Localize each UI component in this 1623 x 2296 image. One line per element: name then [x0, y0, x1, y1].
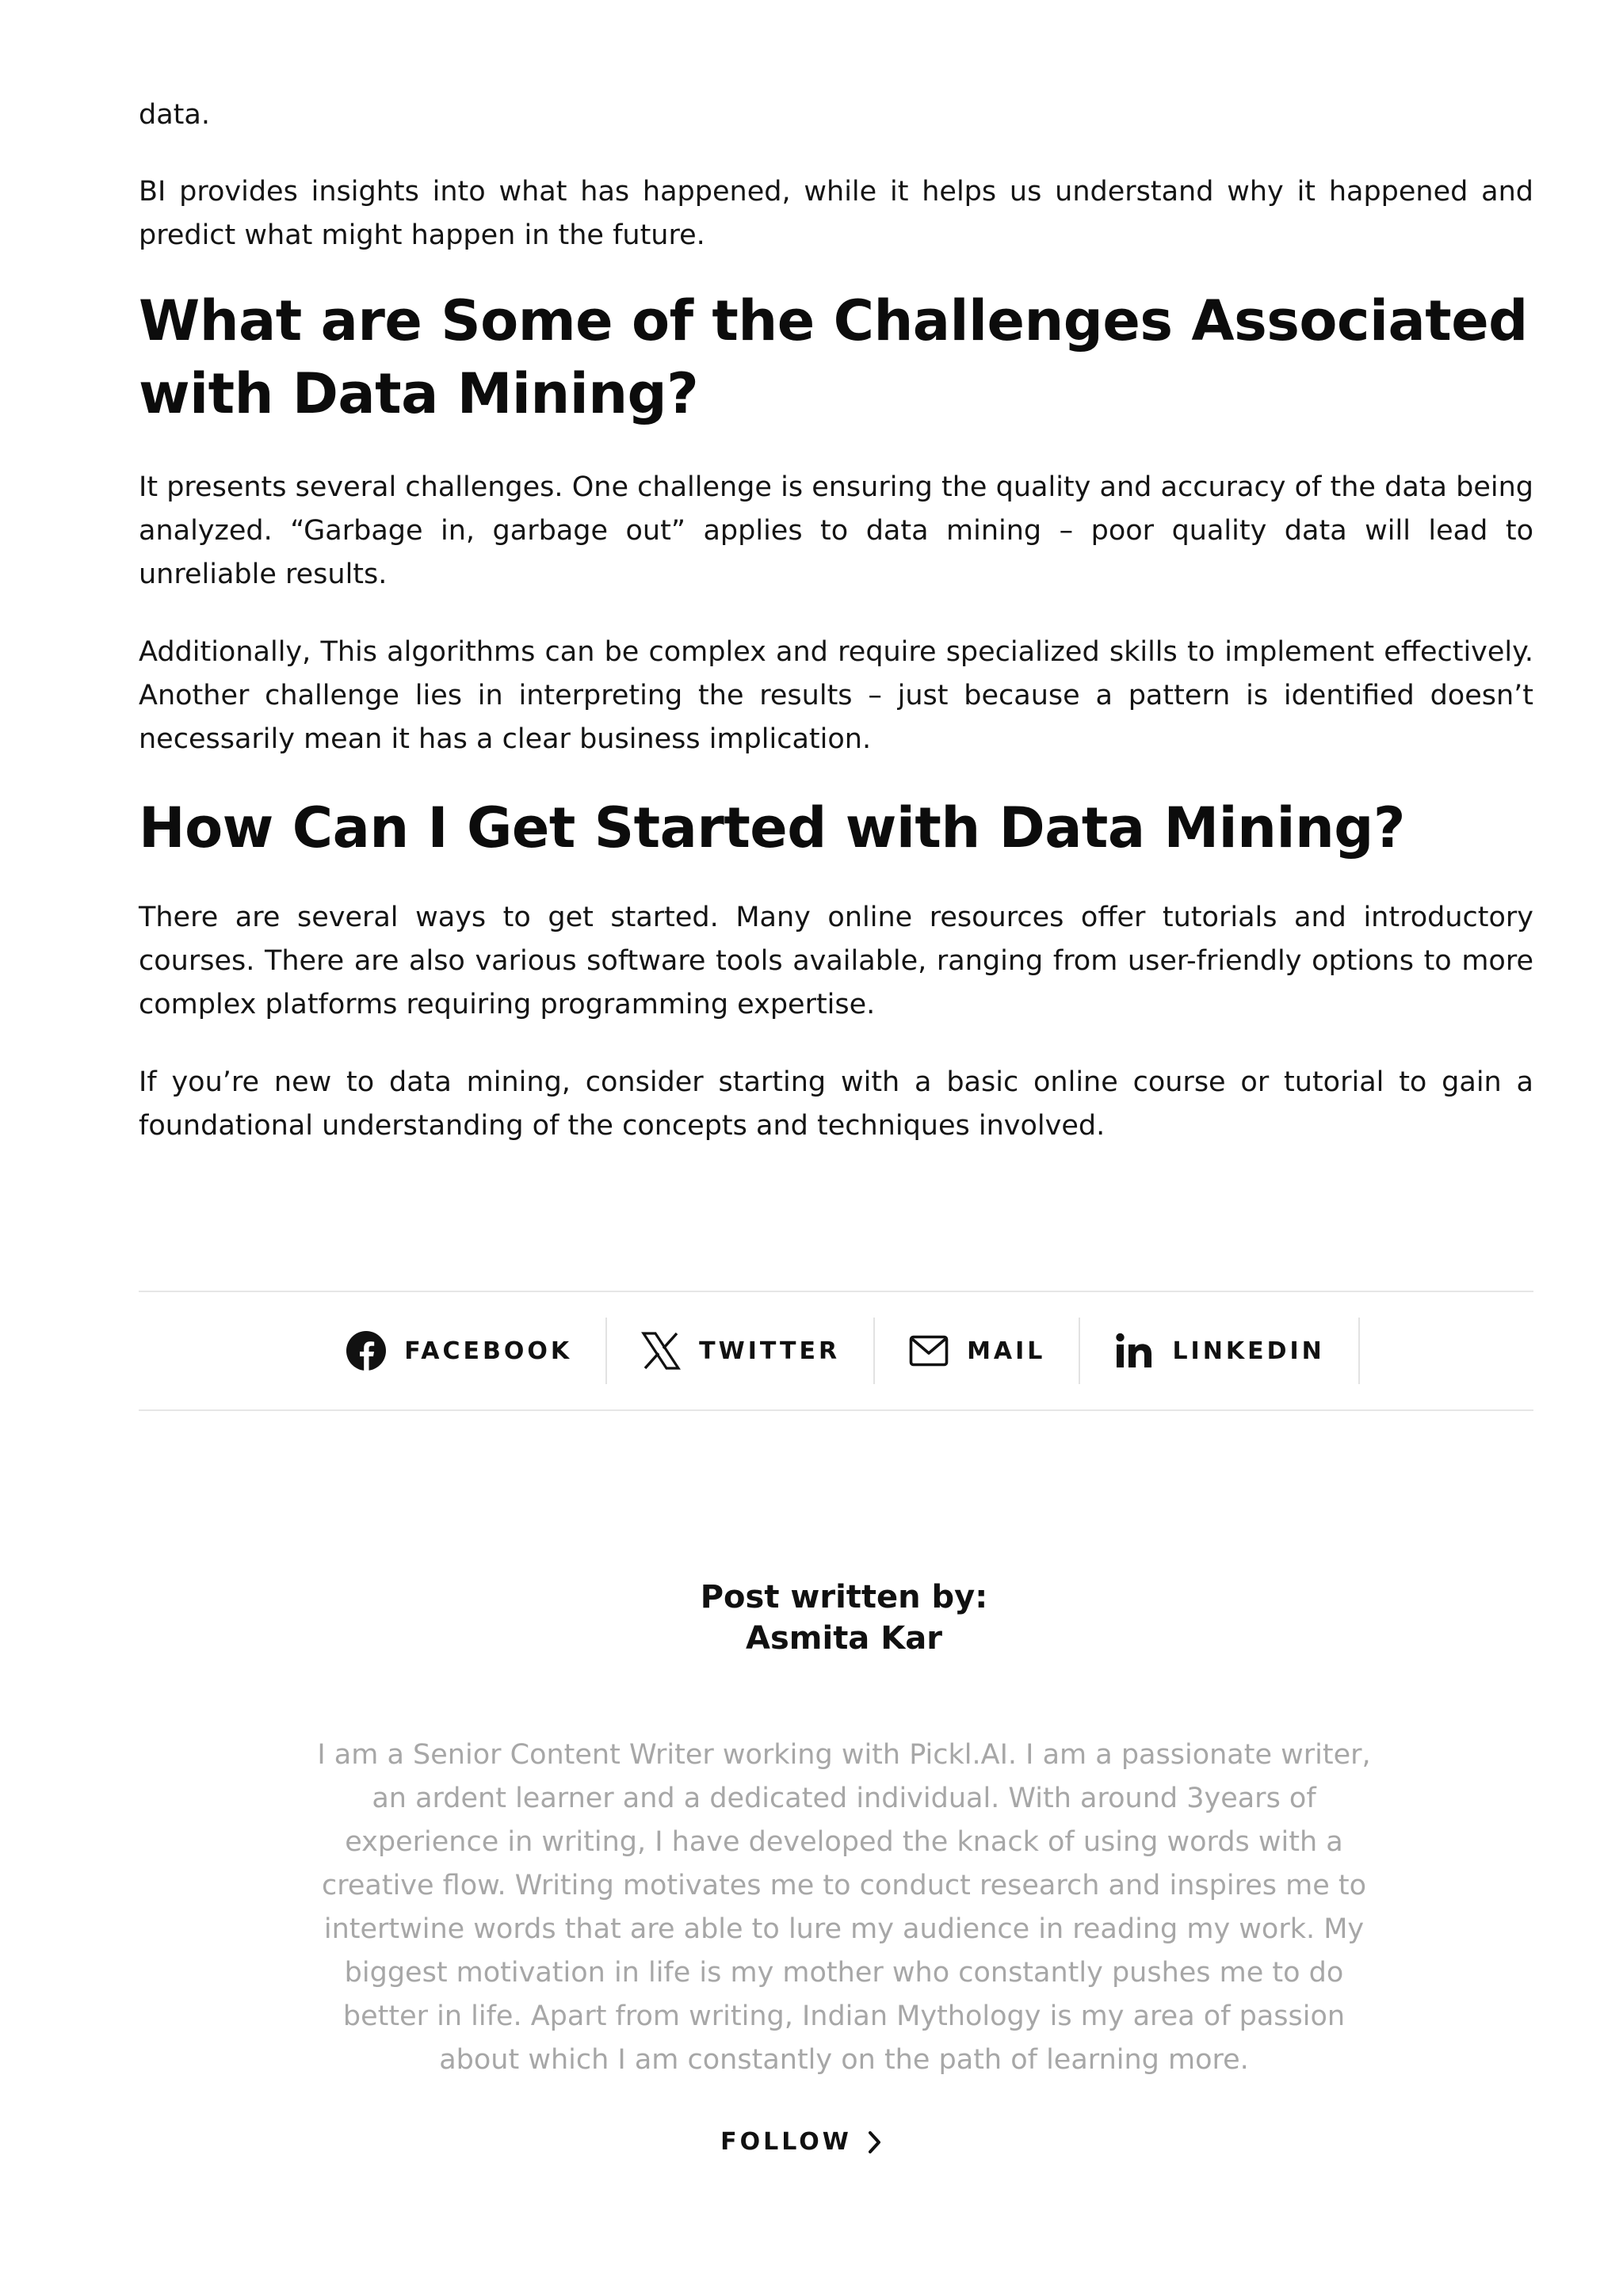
share-twitter-label: TWITTER [699, 1337, 841, 1365]
share-mail-button[interactable] [875, 1318, 1080, 1384]
share-mail-label: MAIL [967, 1337, 1046, 1365]
paragraph: BI provides insights into what has happened, while it helps us understand why it happened and predict what might happen in the future. [139, 176, 1533, 251]
author-name[interactable]: Asmita Kar [746, 1620, 942, 1657]
x-icon [640, 1330, 682, 1371]
linkedin-icon [1113, 1330, 1155, 1371]
chevron-right-icon [866, 2130, 890, 2154]
author-box [317, 1577, 1371, 1659]
paragraph: If you’re new to data mining, consider starting with a basic online course or tutorial to gain a foundational understanding of the concepts and techniques involved. [139, 1066, 1533, 1142]
share-facebook-label: FACEBOOK [404, 1337, 573, 1365]
facebook-icon [346, 1330, 387, 1371]
paragraph: There are several ways to get started. Many online resources offer tutorials and introductory courses. There are also various software tools available, ranging from user-friendly options to more complex platforms requiring programming expertise. [139, 902, 1533, 1020]
author-title: Post written by: [700, 1579, 988, 1615]
follow-row [0, 2128, 1617, 2156]
follow-label: FOLLOW [720, 2128, 852, 2156]
share-linkedin-button[interactable] [1080, 1318, 1359, 1384]
share-linkedin-label: LINKEDIN [1172, 1337, 1325, 1365]
follow-button[interactable] [720, 2128, 890, 2156]
section-heading-getting-started: How Can I Get Started with Data Mining? [139, 795, 1406, 860]
paragraph: data. [139, 99, 210, 131]
paragraph: Additionally, This algorithms can be complex and require specialized skills to implement effectively. Another challenge lies in interpreting the results – just because a pattern is identified doesn’t necessarily mean it has a clear business implication. [139, 636, 1533, 755]
mail-icon [908, 1330, 949, 1371]
share-twitter-button[interactable] [607, 1318, 875, 1384]
section-heading-challenges: What are Some of the Challenges Associated with Data Mining? [139, 288, 1528, 426]
article-body [139, 93, 1533, 1182]
share-bar [139, 1291, 1533, 1411]
share-facebook-button[interactable] [312, 1318, 607, 1384]
author-bio: I am a Senior Content Writer working with Pickl.AI. I am a passionate writer, an ardent learner and a dedicated individual. With around 3years of experience in writing, I have developed the knack of using words with a creative flow. Writing motivates me to conduct research and inspires me to intertwine words that are able to lure my audience in reading my work. My biggest motivation in life is my mother who constantly pushes me to do better in life. Apart from writing, Indian Mythology is my area of passion about which I am constantly on the path of learning more. [317, 1739, 1371, 2076]
paragraph: It presents several challenges. One challenge is ensuring the quality and accuracy of the data being analyzed. “Garbage in, garbage out” applies to data mining – poor quality data will lead to unreliable results. [139, 471, 1533, 590]
